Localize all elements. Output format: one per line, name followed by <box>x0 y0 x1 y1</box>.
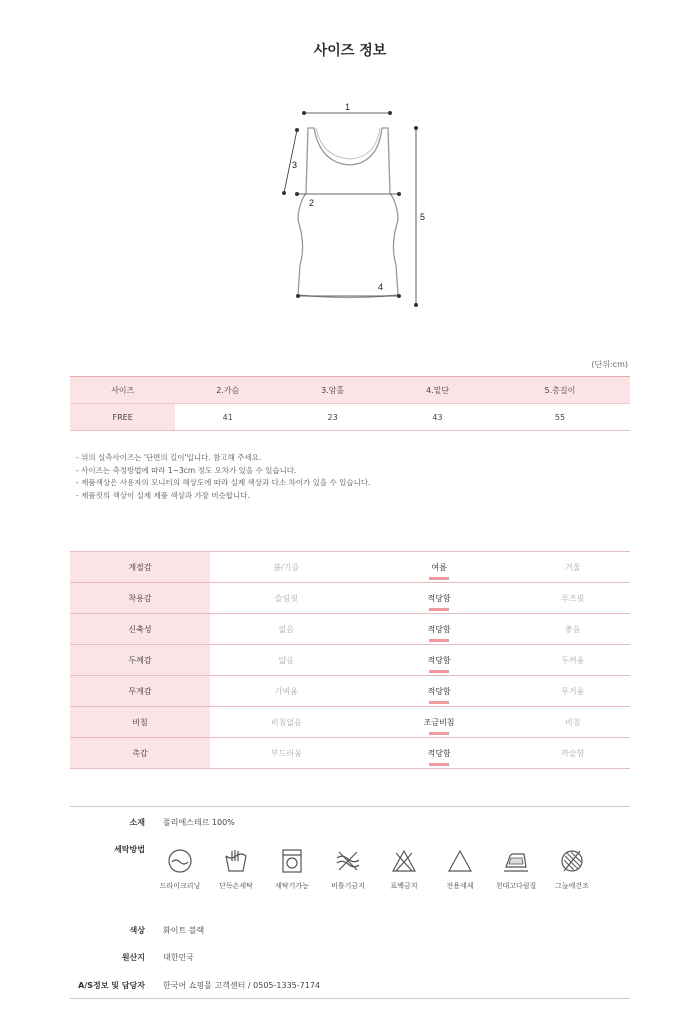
info-value: 폴리에스테르 100% <box>163 818 235 827</box>
attribute-option: 무거움 <box>515 676 630 707</box>
attribute-label: 비침 <box>70 707 210 738</box>
attribute-label: 착용감 <box>70 583 210 614</box>
info-value: 한국어 쇼핑몰 고객센터 / 0505-1335-7174 <box>163 981 320 990</box>
size-cell: 23 <box>280 404 385 431</box>
no-bleach-icon <box>390 847 418 875</box>
attribute-label: 촉감 <box>70 738 210 769</box>
attribute-row <box>70 707 630 738</box>
product-info <box>70 806 630 999</box>
care-item: 그늘에건조 <box>542 847 602 891</box>
care-item: 천대고다림질 <box>486 847 546 891</box>
attribute-option-selected: 적당함 <box>363 614 516 645</box>
note-line: - 제품색상은 사용자의 모니터의 해상도에 따라 실제 색상과 다소 차이가 있을 수 있습니다. <box>76 478 371 488</box>
page-title: 사이즈 정보 <box>313 43 387 59</box>
attribute-label: 두께감 <box>70 645 210 676</box>
size-header-cell: 3.암홀 <box>280 377 385 404</box>
size-header-cell: 4.밑단 <box>385 377 490 404</box>
size-cell: 55 <box>490 404 630 431</box>
diagram-label-4: 4 <box>378 282 384 292</box>
diagram-label-5: 5 <box>420 212 426 222</box>
neutral-detergent-icon <box>446 847 474 875</box>
attribute-row <box>70 738 630 769</box>
size-cell: 43 <box>385 404 490 431</box>
size-header-cell: 사이즈 <box>70 377 175 404</box>
attribute-option: 얇음 <box>210 645 363 676</box>
attribute-option: 비침없음 <box>210 707 363 738</box>
info-label: 세탁방법 <box>114 845 145 854</box>
attribute-table <box>70 551 630 769</box>
attribute-option: 까슬함 <box>515 738 630 769</box>
attribute-option-selected: 적당함 <box>363 645 516 676</box>
care-item: 비틀기금지 <box>318 847 378 891</box>
info-value: 대한민국 <box>163 953 194 962</box>
attribute-option: 없음 <box>210 614 363 645</box>
care-item: 세탁기가능 <box>262 847 322 891</box>
note-line: - 사이즈는 측정방법에 따라 1~3cm 정도 오차가 있을 수 있습니다. <box>76 465 297 475</box>
size-table <box>70 376 630 431</box>
care-item: 전용세제 <box>430 847 490 891</box>
hand-wash-icon <box>222 847 250 875</box>
info-label: 소재 <box>129 818 145 827</box>
diagram-label-2: 2 <box>309 198 315 208</box>
attribute-option-selected: 적당함 <box>363 583 516 614</box>
care-item: 표백금지 <box>374 847 434 891</box>
diagram-label-1: 1 <box>345 102 351 112</box>
attribute-option-selected: 조금비침 <box>363 707 516 738</box>
attribute-row <box>70 583 630 614</box>
attribute-option: 루즈핏 <box>515 583 630 614</box>
diagram-label-3: 3 <box>292 160 298 170</box>
no-wring-icon <box>334 847 362 875</box>
care-item: 드라이크리닝 <box>150 847 210 891</box>
shade-dry-icon <box>558 847 586 875</box>
iron-cloth-icon <box>502 847 530 875</box>
attribute-label: 신축성 <box>70 614 210 645</box>
size-cell: FREE <box>70 404 175 431</box>
size-notes <box>76 452 371 502</box>
size-cell: 41 <box>175 404 280 431</box>
size-header-cell: 2.가슴 <box>175 377 280 404</box>
care-icons <box>159 847 594 897</box>
attribute-row <box>70 614 630 645</box>
attribute-option: 비침 <box>515 707 630 738</box>
attribute-label: 계절감 <box>70 552 210 583</box>
attribute-option: 겨울 <box>515 552 630 583</box>
size-header-cell: 5.총길이 <box>490 377 630 404</box>
attribute-row <box>70 676 630 707</box>
dry-clean-icon <box>166 847 194 875</box>
garment-outline <box>298 128 398 298</box>
attribute-row <box>70 645 630 676</box>
note-line: - 제품컷의 색상이 실제 제품 색상과 가장 비슷합니다. <box>76 490 250 500</box>
attribute-label: 무게감 <box>70 676 210 707</box>
washing-machine-icon <box>278 847 306 875</box>
size-diagram <box>270 95 440 315</box>
attribute-option: 두꺼움 <box>515 645 630 676</box>
info-label: A/S정보 및 담당자 <box>78 981 145 990</box>
size-table-header <box>70 377 630 404</box>
attribute-option: 좋음 <box>515 614 630 645</box>
table-row <box>70 404 630 431</box>
attribute-option: 부드러움 <box>210 738 363 769</box>
attribute-option-selected: 적당함 <box>363 738 516 769</box>
unit-label: (단위:cm) <box>591 360 628 369</box>
care-item: 단독손세탁 <box>206 847 266 891</box>
info-value: 화이트 블랙 <box>163 926 205 935</box>
attribute-option-selected: 여름 <box>363 552 516 583</box>
note-line: - 위의 실측사이즈는 '단면의 길이'입니다. 참고해 주세요. <box>76 453 262 462</box>
tank-top-diagram <box>270 95 440 315</box>
attribute-option: 가벼움 <box>210 676 363 707</box>
attribute-option-selected: 적당함 <box>363 676 516 707</box>
info-label: 색상 <box>129 926 145 935</box>
attribute-row <box>70 552 630 583</box>
attribute-option: 슬림핏 <box>210 583 363 614</box>
info-label: 원산지 <box>121 953 145 962</box>
attribute-option: 봄/가을 <box>210 552 363 583</box>
